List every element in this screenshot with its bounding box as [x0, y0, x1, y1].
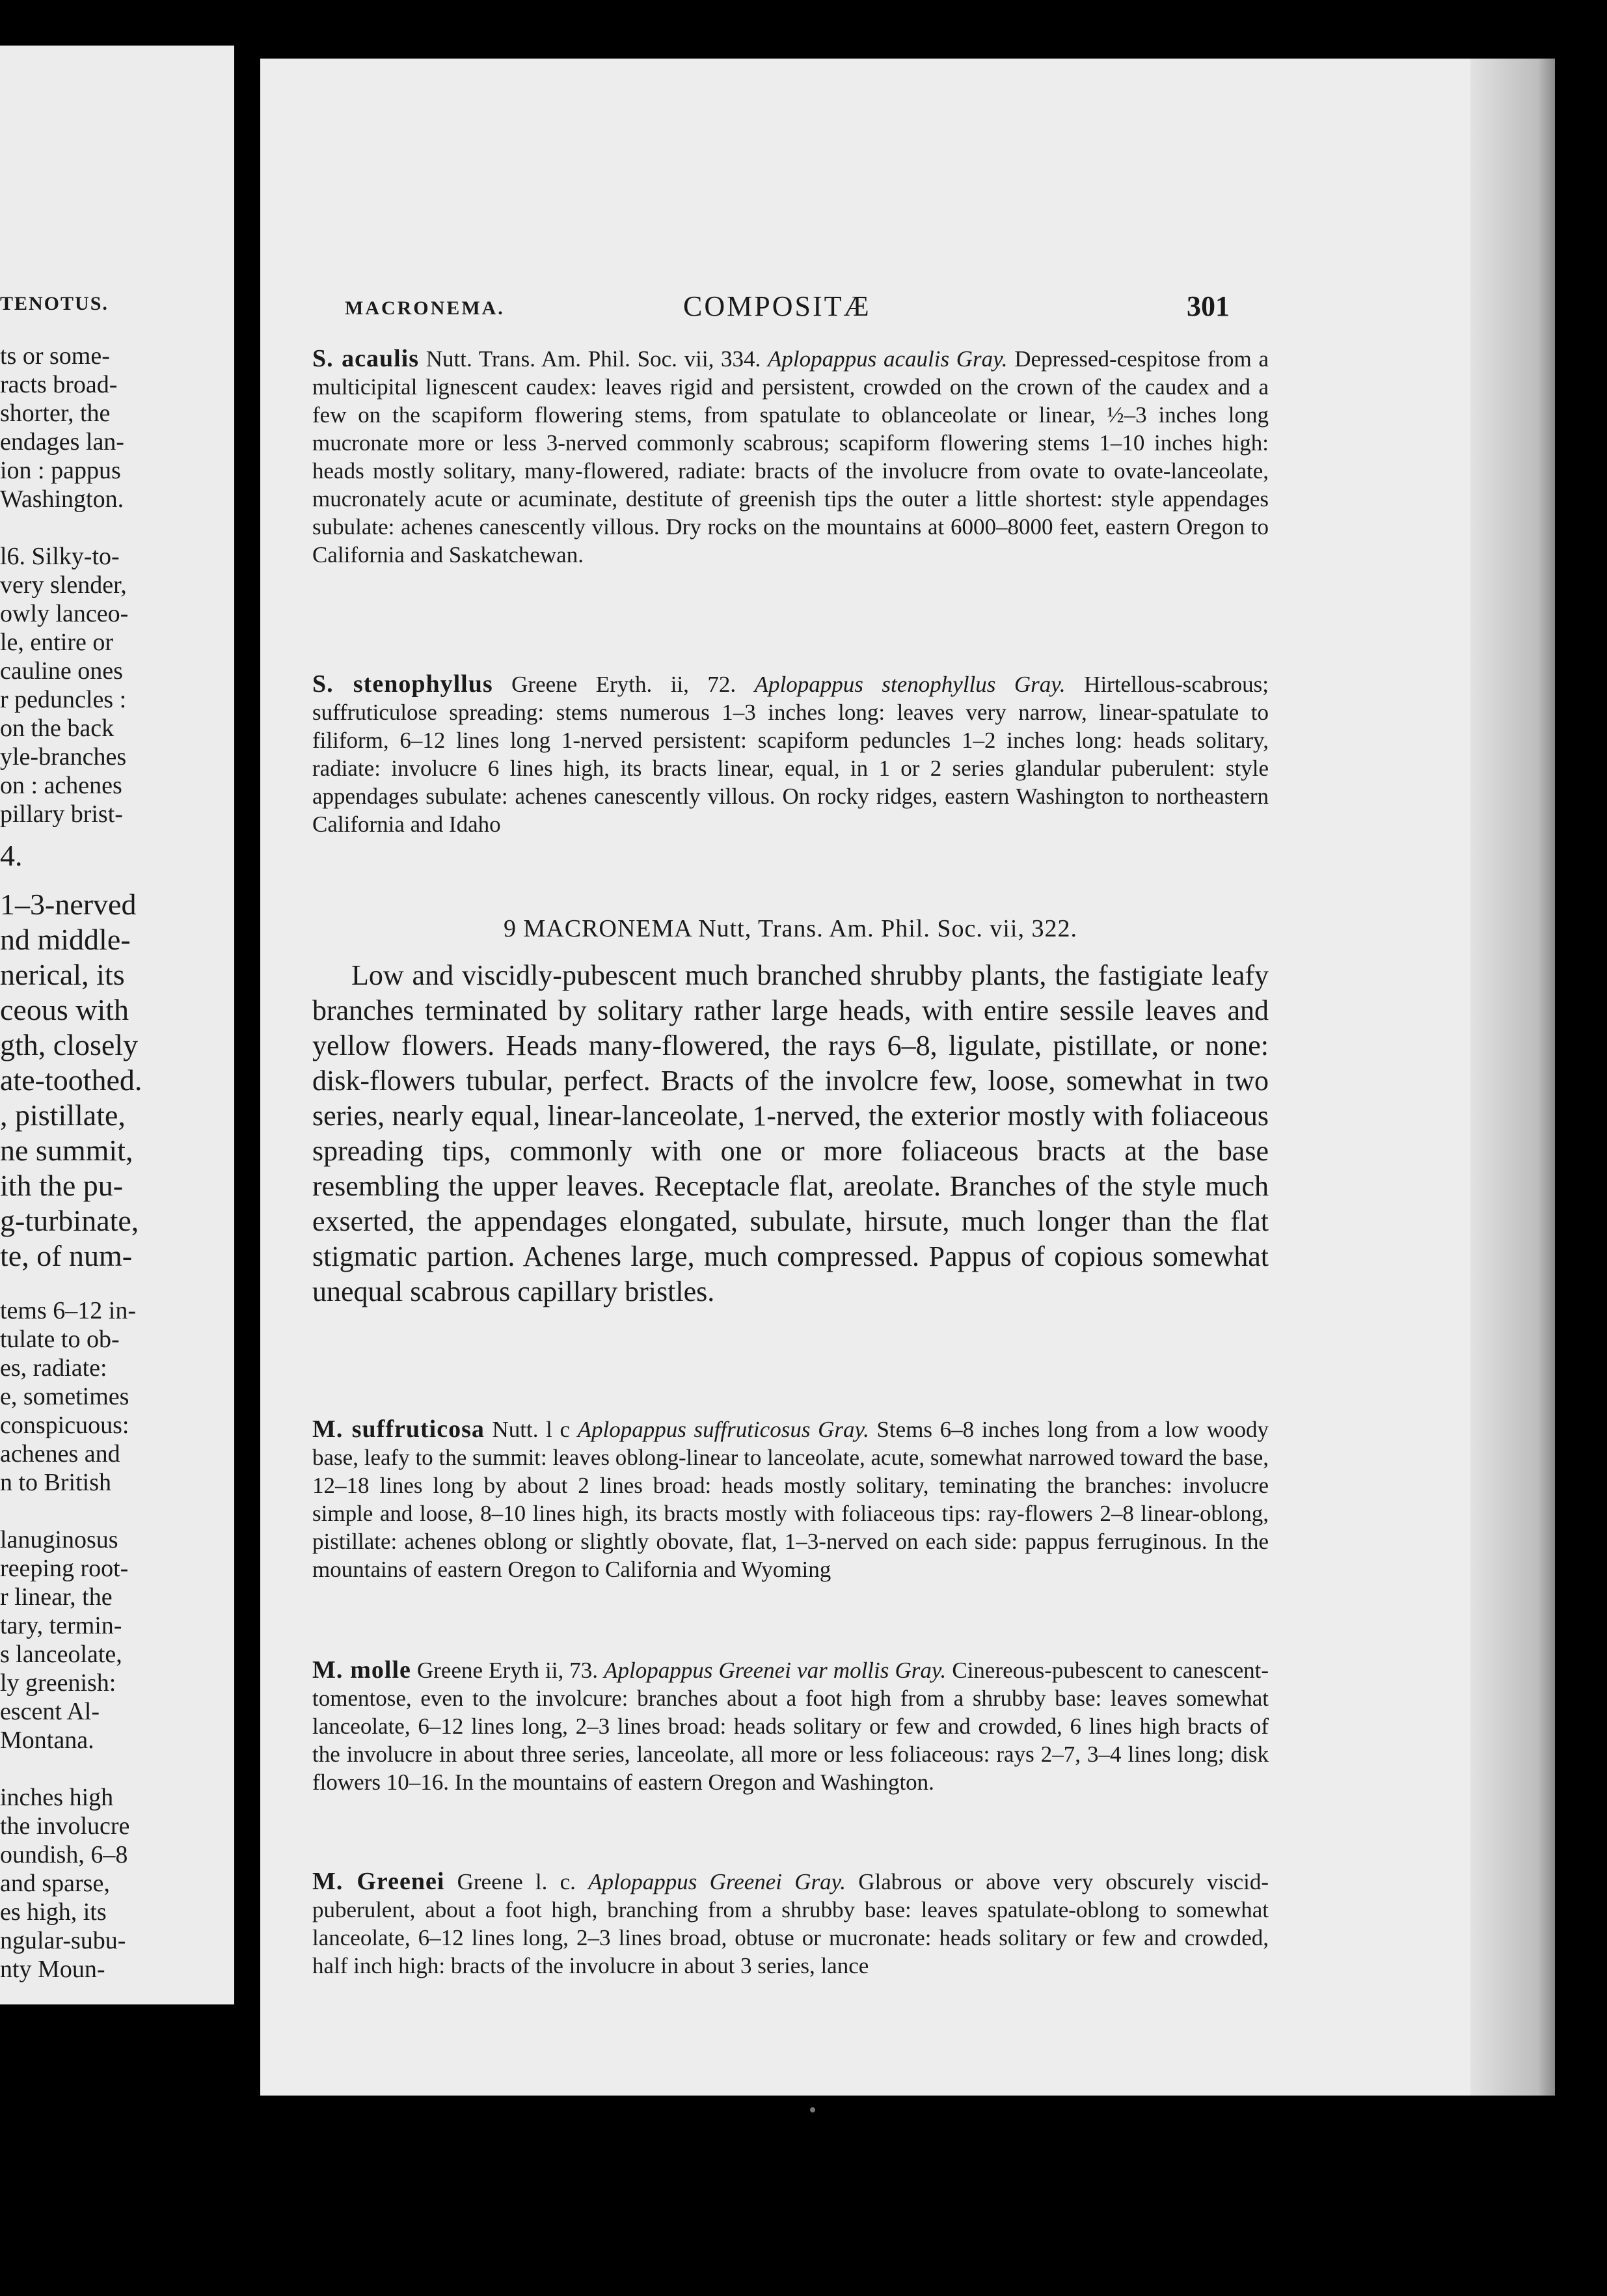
left-page-line: 4. — [0, 839, 23, 872]
left-page-line: shorter, the — [0, 400, 111, 427]
species-synonym: Aplopappus acaulis Gray. — [768, 346, 1008, 372]
left-page-line: ceous with — [0, 993, 129, 1026]
left-page-line: tems 6–12 in- — [0, 1297, 136, 1324]
left-page-line: nd middle- — [0, 923, 131, 956]
left-page-fragment — [0, 46, 234, 2004]
species-citation: Greene Eryth. ii, 72. — [493, 672, 755, 697]
left-page-line: tulate to ob- — [0, 1326, 120, 1353]
left-page-line: nerical, its — [0, 958, 125, 991]
species-name: M. suffruticosa — [312, 1415, 485, 1443]
species-synonym: Aplopappus stenophyllus Gray. — [754, 672, 1066, 697]
left-page-line: ngular-subu- — [0, 1927, 126, 1954]
species-synonym: Aplopappus Greenei var mollis Gray. — [604, 1658, 947, 1683]
left-page-line: cauline ones — [0, 657, 123, 685]
left-page-line: ts or some- — [0, 342, 110, 370]
left-page-line: e, sometimes — [0, 1383, 129, 1410]
entry-m-molle — [312, 1656, 1269, 1796]
left-page-line: and sparse, — [0, 1870, 110, 1897]
left-page-line: ly greenish: — [0, 1669, 116, 1697]
left-page-line: on : achenes — [0, 772, 122, 799]
species-citation: Greene Eryth ii, 73. — [411, 1658, 604, 1683]
species-name: S. acaulis — [312, 345, 420, 372]
left-page-line: yle-branches — [0, 743, 127, 771]
running-head-genus: MACRONEMA. — [345, 297, 505, 319]
entry-m-suffruticosa — [312, 1415, 1269, 1583]
left-page-line: lanuginosus — [0, 1526, 118, 1553]
left-page-line: on the back — [0, 715, 115, 742]
species-name: S. stenophyllus — [312, 670, 493, 698]
left-page-line: endages lan- — [0, 428, 124, 456]
species-description: Stems 6–8 inches long from a low woody base, leafy to the summit: leaves oblong-linear to lanceolate, acute, somewhat narrowed toward the base, 12–18 lines long by about 2 lines broad: heads mostly solitary, teminating the branches: involucre simple and loose, 8–10 lines high, its bracts mostly with foliaceous tips: ray-flowers 2–8 linear-oblong, pistillate: achenes oblong or slightly obovate, flat, 1–3-nerved on each side: pappus ferruginous. In the mountains of eastern Oregon to California and Wyoming — [312, 1417, 1269, 1582]
species-description: Hirtellous-scabrous; suffruticulose spreading: stems numerous 1–3 inches long: leaves very narrow, linear-spatulate to filiform, 6–12 lines long 1-nerved persistent: scapiform peduncles 1–2 inches long: heads solitary, radiate: involucre 6 lines high, its bracts linear, equal, in 1 or 2 series glandular puberulent: style appendages subulate: achenes canescently villous. On rocky ridges, eastern Washington to northeastern California and Idaho — [312, 672, 1269, 837]
left-page-line: ion : pappus — [0, 457, 121, 484]
left-page-line: ne summit, — [0, 1134, 133, 1167]
left-page-line: reeping root- — [0, 1555, 129, 1582]
page-dot — [810, 2107, 815, 2112]
species-synonym: Aplopappus Greenei Gray. — [588, 1869, 846, 1894]
left-page-line: the involucre — [0, 1812, 130, 1840]
left-page-line: , pistillate, — [0, 1099, 126, 1132]
left-page-line: s lanceolate, — [0, 1641, 122, 1668]
species-synonym: Aplopappus suffruticosus Gray. — [577, 1417, 869, 1442]
left-page-line: achenes and — [0, 1440, 120, 1468]
entry-s-acaulis — [312, 345, 1269, 569]
left-page-line: es, radiate: — [0, 1354, 107, 1382]
species-name: M. Greenei — [312, 1868, 445, 1895]
left-page-line: gth, closely — [0, 1028, 139, 1061]
species-citation: Nutt. Trans. Am. Phil. Soc. vii, 334. — [419, 346, 768, 372]
left-page-line: es high, its — [0, 1898, 107, 1926]
left-page-line: le, entire or — [0, 629, 114, 656]
left-page-line: ith the pu- — [0, 1169, 124, 1202]
genus-heading: 9 MACRONEMA Nutt, Trans. Am. Phil. Soc. vii, 322. — [504, 915, 1077, 942]
page-gutter — [234, 0, 260, 2296]
left-page-line: escent Al- — [0, 1698, 100, 1725]
left-page-line: Montana. — [0, 1727, 94, 1754]
running-head-family: COMPOSITÆ — [683, 290, 871, 322]
left-page-line: nty Moun- — [0, 1956, 105, 1983]
left-page-line: g-turbinate, — [0, 1204, 139, 1237]
left-page-line: r linear, the — [0, 1583, 113, 1611]
left-page-line: ate-toothed. — [0, 1063, 142, 1097]
left-page-line: r peduncles : — [0, 686, 127, 713]
running-head — [345, 290, 1230, 329]
genus-description: Low and viscidly-pubescent much branched shrubby plants, the fastigiate leafy branches terminated by solitary rather large heads, with entire sessile leaves and yellow flowers. Heads many-flowered, the rays 6–8, ligulate, pistillate, or none: disk-flowers tubular, perfect. Bracts of the involcre few, loose, somewhat in two series, nearly equal, linear-lanceolate, 1-nerved, the exterior mostly with foliaceous spreading tips, commonly with one or more foliaceous bracts at the base resembling the upper leaves. Receptacle flat, areolate. Branches of the style much exserted, the appendages elongated, subulate, hirsute, much longer than the flat stigmatic partion. Achenes large, much compressed. Pappus of copious somewhat unequal scabrous capillary bristles. — [312, 959, 1269, 1307]
left-page-line: Washington. — [0, 485, 124, 513]
left-page-line: inches high — [0, 1784, 114, 1811]
entry-m-greenei — [312, 1868, 1269, 1980]
species-description: Cinereous-pubescent to canescent-tomentose, even to the involcure: branches about a foot high from a shrubby base: leaves somewhat lanceolate, 6–12 lines long, 2–3 lines broad: heads solitary or few and crowded, 6 lines high bracts of the involucre in about three series, lanceolate, all more or less foliaceous: rays 2–7, 3–4 lines long; disk flowers 10–16. In the mountains of eastern Oregon and Washington. — [312, 1658, 1269, 1795]
left-page-line: very slender, — [0, 571, 127, 599]
left-page-line: pillary brist- — [0, 800, 123, 828]
page-edge — [1470, 59, 1555, 2096]
left-page-line: conspicuous: — [0, 1412, 129, 1439]
species-name: M. molle — [312, 1656, 411, 1684]
left-page-line: 1–3-nerved — [0, 888, 137, 921]
left-running-head: TENOTUS. — [0, 293, 109, 314]
left-page-line: n to British — [0, 1469, 112, 1496]
left-page-line: tary, termin- — [0, 1612, 122, 1639]
species-citation: Nutt. l c — [484, 1417, 578, 1442]
species-description: Depressed-cespitose from a multicipital lignescent caudex: leaves rigid and persistent, crowded on the crown of the caudex and a few on the scapiform flowering stems, from spatulate to oblanceolate or linear, ½–3 inches long mucronate more or less 3-nerved commonly scabrous; scapiform flowering stems 1–10 inches high: heads mostly solitary, many-flowered, radiate: bracts of the involucre from ovate to ovate-lanceolate, mucronately acute or acuminate, destitute of greenish tips the outer a little shortest: style appendages subulate: achenes canescently villous. Dry rocks on the mountains at 6000–8000 feet, eastern Oregon to California and Saskatchewan. — [312, 346, 1269, 567]
left-page-line: te, of num- — [0, 1239, 133, 1272]
left-page-line: racts broad- — [0, 371, 118, 398]
species-citation: Greene l. c. — [444, 1869, 589, 1894]
entry-s-stenophyllus — [312, 670, 1269, 838]
species-description: Glabrous or above very obscurely viscid-puberulent, about a foot high, branching from a shrubby base: leaves spatulate-oblong to somewhat lanceolate, 6–12 lines long, 2–3 lines broad, obtuse or mucronate: heads solitary or few and crowded, half inch high: bracts of the involucre in about 3 series, lance — [312, 1869, 1269, 1978]
left-page-line: oundish, 6–8 — [0, 1841, 128, 1868]
left-page-line: l6. Silky-to- — [0, 543, 120, 570]
left-page-line: owly lanceo- — [0, 600, 129, 627]
page-number: 301 — [1187, 290, 1230, 322]
